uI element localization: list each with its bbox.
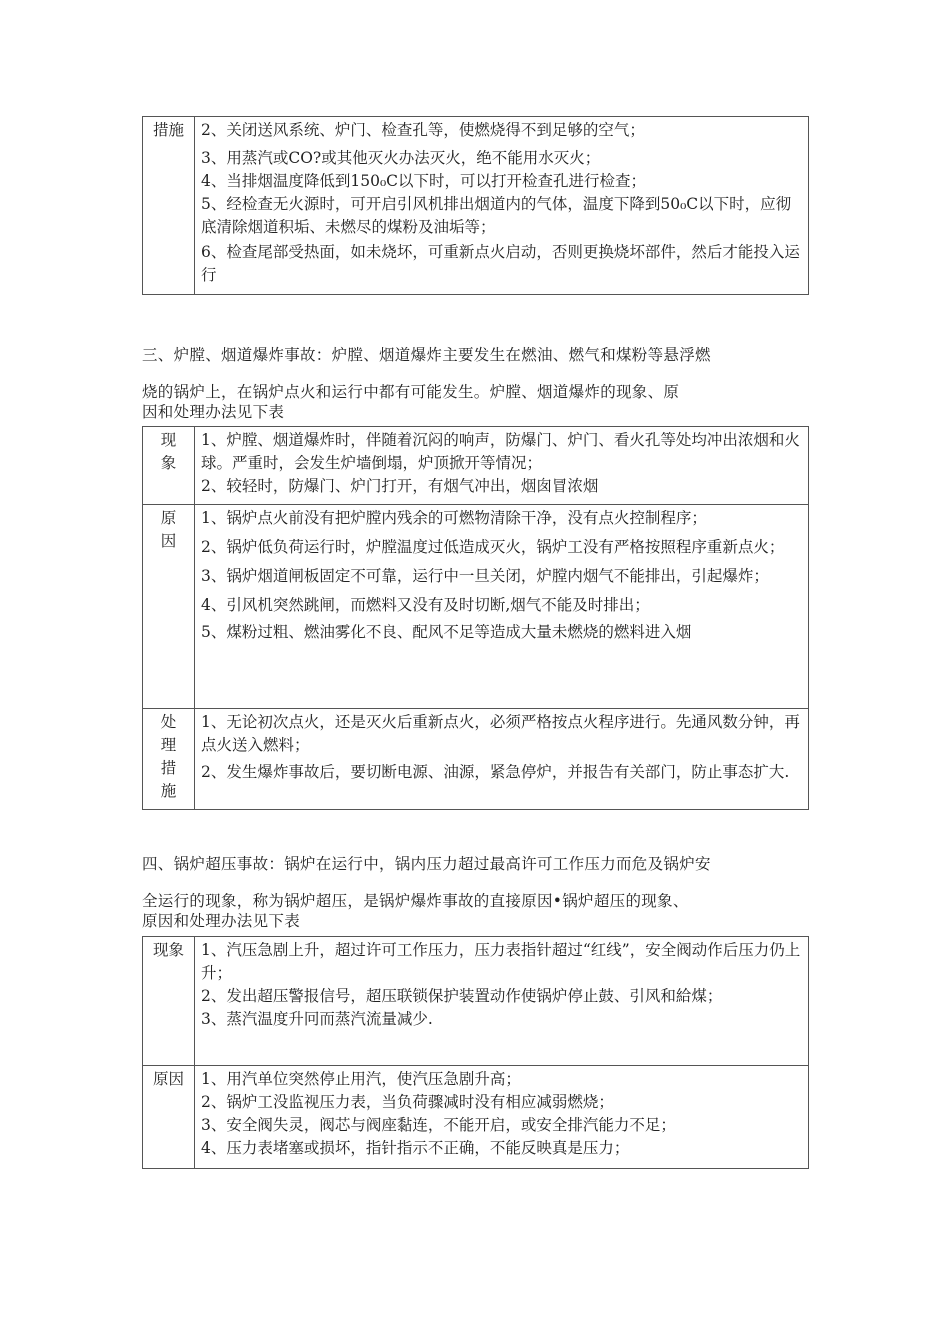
- list-item: 4、引风机突然跳闸，而燃料又没有及时切断,烟气不能及时排出；: [201, 596, 650, 614]
- row-content: [195, 1066, 809, 1169]
- paragraph-line: 烧的锅炉上，在锅炉点火和运行中都有可能发生。炉膛、烟道爆炸的现象、原: [142, 383, 680, 401]
- list-item: 1、无论初次点火，还是灭火后重新点火，必须严格按点火程序进行。先通风数分钟，再点火送入燃料；: [201, 713, 800, 754]
- table-row: [143, 709, 809, 810]
- paragraph-line: 因和处理办法见下表: [142, 403, 285, 421]
- list-item: 2、关闭送风系统、炉门、检查孔等，使燃烧得不到足够的空气；: [201, 121, 645, 139]
- paragraph-line: 三、炉膛、烟道爆炸事故：炉膛、烟道爆炸主要发生在燃油、燃气和煤粉等悬浮燃: [142, 346, 711, 364]
- list-item: 2、发生爆炸事故后，要切断电源、油源，紧急停炉，并报告有关部门，防止事态扩大.: [201, 763, 790, 781]
- list-item: 5、经检查无火源时，可开启引风机排出烟道内的气体，温度下降到50₀C以下时，应彻底清除烟道积垢、未燃尽的煤粉及油垢等；: [201, 195, 792, 236]
- list-item: 3、锅炉烟道闸板固定不可靠，运行中一旦关闭，炉膛内烟气不能排出，引起爆炸；: [201, 567, 769, 585]
- section-3-paragraph: [142, 344, 810, 424]
- list-item: 6、检查尾部受热面，如未烧坏，可重新点火启动，否则更换烧坏部件，然后才能投入运行: [201, 243, 800, 284]
- list-item: 1、炉膛、烟道爆炸时，伴随着沉闷的响声，防爆门、炉门、看火孔等处均冲出浓烟和火球。严重时，会发生炉墙倒塌，炉顶掀开等情况；: [201, 431, 800, 472]
- list-item: 2、较轻时，防爆门、炉门打开，有烟气冲出，烟囱冒浓烟: [201, 477, 599, 495]
- list-item: 3、用蒸汽或CO?或其他灭火办法灭火，绝不能用水灭火；: [201, 149, 601, 167]
- row-header-label: 现象: [160, 431, 177, 472]
- list-item: 2、锅炉工没监视压力表，当负荷骤减时没有相应减弱燃烧；: [201, 1093, 614, 1111]
- row-header-cause: [143, 1066, 195, 1169]
- row-header-measures: [143, 117, 195, 295]
- row-header-label: 原因: [160, 509, 177, 550]
- row-content: [195, 505, 809, 709]
- section-4-paragraph: [142, 853, 810, 933]
- list-item: 1、锅炉点火前没有把炉膛内残余的可燃物清除干净，没有点火控制程序；: [201, 509, 707, 527]
- table-row: [143, 505, 809, 709]
- list-item: 3、蒸汽温度升冋而蒸汽流量减少.: [201, 1010, 433, 1028]
- row-header-label: 处理措施: [160, 713, 177, 800]
- table-row: [143, 427, 809, 505]
- table-row: [143, 937, 809, 1066]
- row-header-handling: [143, 709, 195, 810]
- row-content: [195, 117, 809, 295]
- list-item: 2、发出超压警报信号，超压联锁保护装置动作使锅炉停止鼓、引风和給煤；: [201, 987, 723, 1005]
- list-item: 2、锅炉低负荷运行时，炉膛温度过低造成灭火，锅炉工没有严格按照程序重新点火；: [201, 538, 785, 556]
- overpressure-table: [142, 936, 809, 1169]
- table-row: [143, 1066, 809, 1169]
- row-header-phenomenon: [143, 427, 195, 505]
- row-header-cause: [143, 505, 195, 709]
- table-row: [143, 117, 809, 295]
- paragraph-line: 全运行的现象，称为锅炉超压，是锅炉爆炸事故的直接原因•锅炉超压的现象、: [142, 892, 689, 910]
- paragraph-line: 原因和处理办法见下表: [142, 912, 301, 930]
- row-header-label: 原因: [152, 1070, 184, 1088]
- list-item: 5、煤粉过粗、燃油雾化不良、配风不足等造成大量未燃烧的燃料进入烟: [201, 623, 692, 641]
- list-item: 4、当排烟温度降低到150₀C以下时，可以打开检查孔进行检查；: [201, 172, 647, 190]
- row-header-label: 措施: [152, 121, 184, 139]
- list-item: 3、安全阀失灵，阀芯与阀座黏连，不能开启，或安全排汽能力不足；: [201, 1116, 676, 1134]
- row-header-label: 现象: [152, 941, 184, 959]
- furnace-explosion-table: [142, 426, 809, 810]
- paragraph-line: 四、锅炉超压事故：锅炉在运行中，锅内压力超过最高许可工作压力而危及锅炉安: [142, 855, 711, 873]
- row-content: [195, 937, 809, 1066]
- list-item: 1、用汽单位突然停止用汽，使汽压急剧升高；: [201, 1070, 521, 1088]
- row-content: [195, 709, 809, 810]
- row-header-phenomenon: [143, 937, 195, 1066]
- row-content: [195, 427, 809, 505]
- measures-table-continued: [142, 116, 809, 295]
- list-item: 1、汽压急剧上升，超过许可工作压力，压力表指针超过“红线”，安全阀动作后压力仍上升；: [201, 941, 801, 982]
- list-item: 4、压力表堵塞或损坏，指针指示不正确，不能反映真是压力；: [201, 1139, 630, 1157]
